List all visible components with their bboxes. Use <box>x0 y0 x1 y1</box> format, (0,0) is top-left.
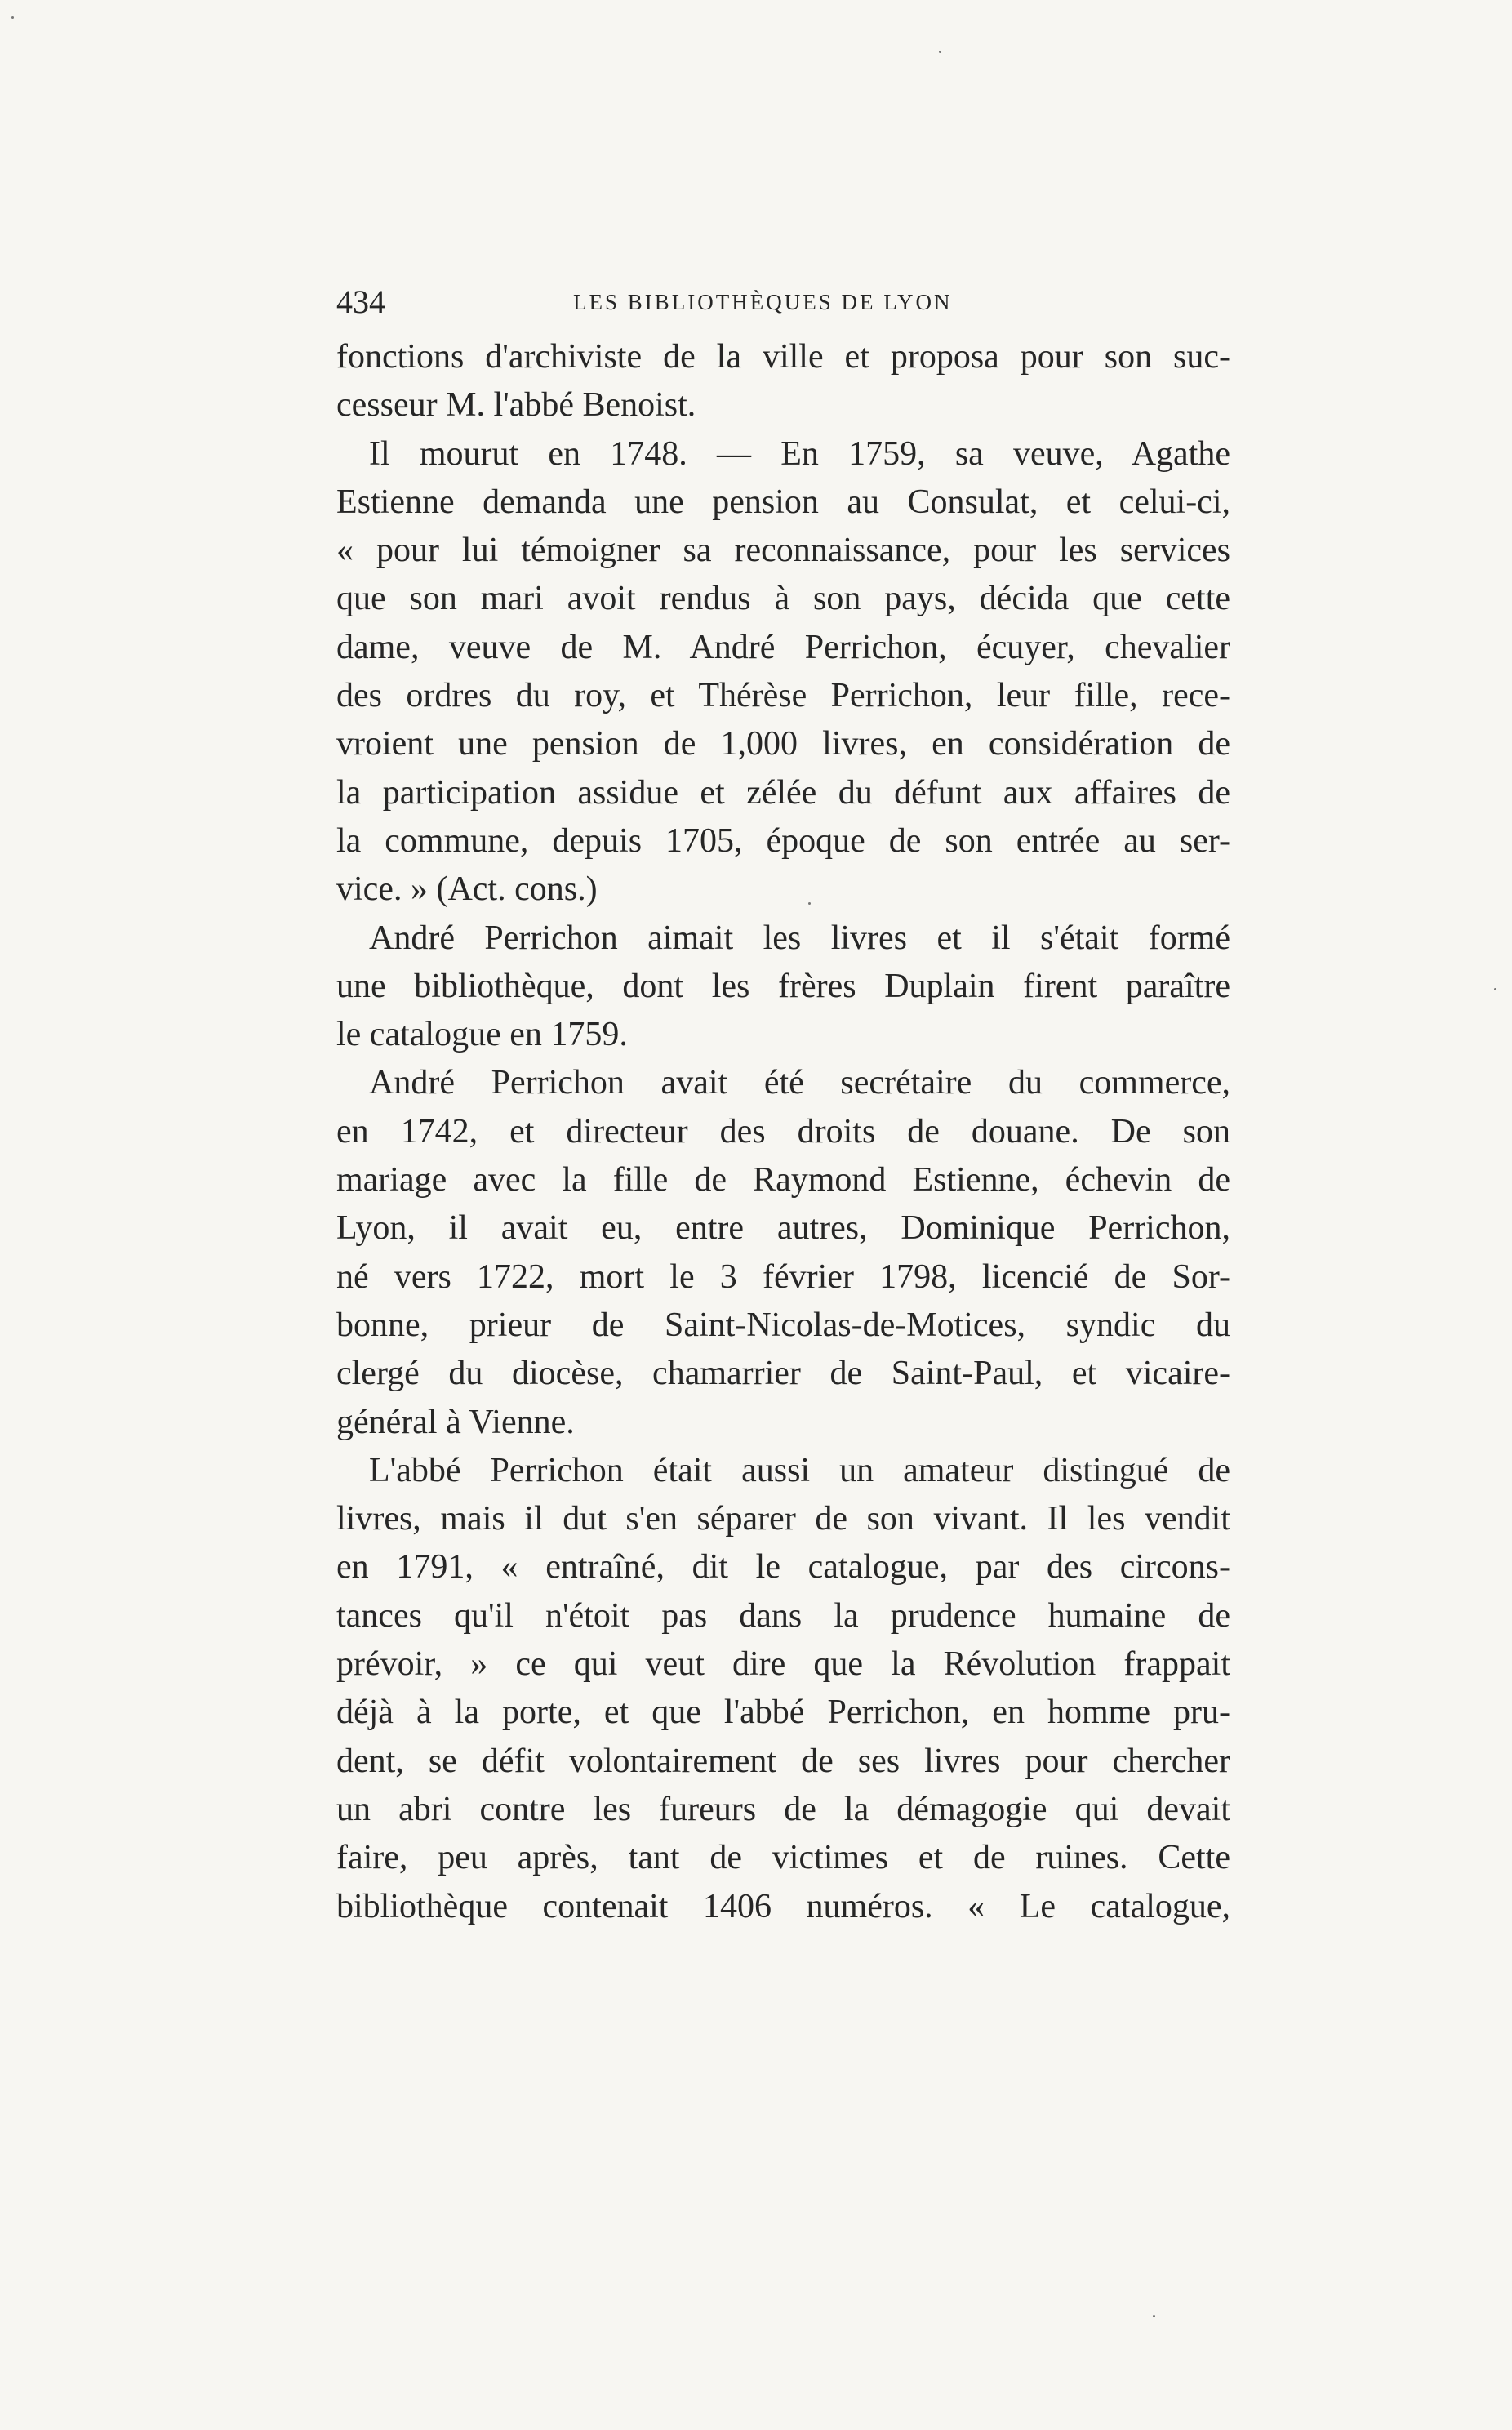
scan-speck <box>1153 2315 1155 2317</box>
text-line: mariage avec la fille de Raymond Estienne, échevin de <box>336 1161 1230 1199</box>
text-line: fonctions d'archiviste de la ville et proposa pour son suc- <box>336 338 1230 376</box>
text-line: général à Vienne. <box>336 1403 575 1441</box>
text-line: des ordres du roy, et Thérèse Perrichon, leur fille, rece- <box>336 677 1230 715</box>
text-line: cesseur M. l'abbé Benoist. <box>336 386 696 425</box>
text-line: prévoir, » ce qui veut dire que la Révolution frappait <box>336 1645 1230 1684</box>
body-text <box>336 333 1230 1931</box>
text-line: L'abbé Perrichon était aussi un amateur distingué de <box>369 1451 1230 1489</box>
text-line: dame, veuve de M. André Perrichon, écuyer, chevalier <box>336 628 1230 666</box>
text-line: Il mourut en 1748. — En 1759, sa veuve, Agathe <box>369 434 1230 473</box>
text-line: « pour lui témoigner sa reconnaissance, pour les services <box>336 532 1230 570</box>
scan-speck <box>939 51 941 53</box>
scan-speck <box>808 902 811 905</box>
text-line: André Perrichon aimait les livres et il s'était formé <box>369 919 1230 957</box>
text-line: tances qu'il n'étoit pas dans la prudence humaine de <box>336 1596 1230 1635</box>
text-line: en 1791, « entraîné, dit le catalogue, par des circons- <box>336 1548 1230 1587</box>
text-line: en 1742, et directeur des droits de douane. De son <box>336 1112 1230 1150</box>
text-line: la commune, depuis 1705, époque de son entrée au ser- <box>336 821 1230 860</box>
text-line: la participation assidue et zélée du défunt aux affaires de <box>336 773 1230 812</box>
text-line: Estienne demanda une pension au Consulat, et celui-ci, <box>336 483 1230 521</box>
text-line: livres, mais il dut s'en séparer de son vivant. Il les vendit <box>336 1500 1230 1538</box>
text-line: déjà à la porte, et que l'abbé Perrichon, en homme pru- <box>336 1693 1230 1732</box>
text-line: un abri contre les fureurs de la démagogie qui devait <box>336 1790 1230 1828</box>
text-line: bibliothèque contenait 1406 numéros. « Le catalogue, <box>336 1887 1230 1925</box>
text-line: le catalogue en 1759. <box>336 1016 628 1054</box>
text-line: né vers 1722, mort le 3 février 1798, licencié de Sor- <box>336 1257 1230 1296</box>
scan-speck <box>11 16 14 19</box>
text-line: André Perrichon avait été secrétaire du commerce, <box>369 1064 1230 1102</box>
text-line: clergé du diocèse, chamarrier de Saint-Paul, et vicaire- <box>336 1355 1230 1393</box>
page-header <box>336 278 1230 327</box>
text-line: faire, peu après, tant de victimes et de ruines. Cette <box>336 1839 1230 1877</box>
running-head: LES BIBLIOTHÈQUES DE LYON <box>573 290 953 314</box>
text-line: que son mari avoit rendus à son pays, décida que cette <box>336 580 1230 618</box>
text-line: dent, se défit volontairement de ses livres pour chercher <box>336 1742 1230 1780</box>
page-number: 434 <box>336 283 385 320</box>
text-line: bonne, prieur de Saint-Nicolas-de-Motices, syndic du <box>336 1306 1230 1344</box>
text-line: Lyon, il avait eu, entre autres, Dominique Perrichon, <box>336 1209 1230 1248</box>
text-line: vroient une pension de 1,000 livres, en considération de <box>336 725 1230 763</box>
scan-speck <box>1494 988 1496 990</box>
text-line: vice. » (Act. cons.) <box>336 870 598 909</box>
text-line: une bibliothèque, dont les frères Duplain firent paraître <box>336 967 1230 1005</box>
